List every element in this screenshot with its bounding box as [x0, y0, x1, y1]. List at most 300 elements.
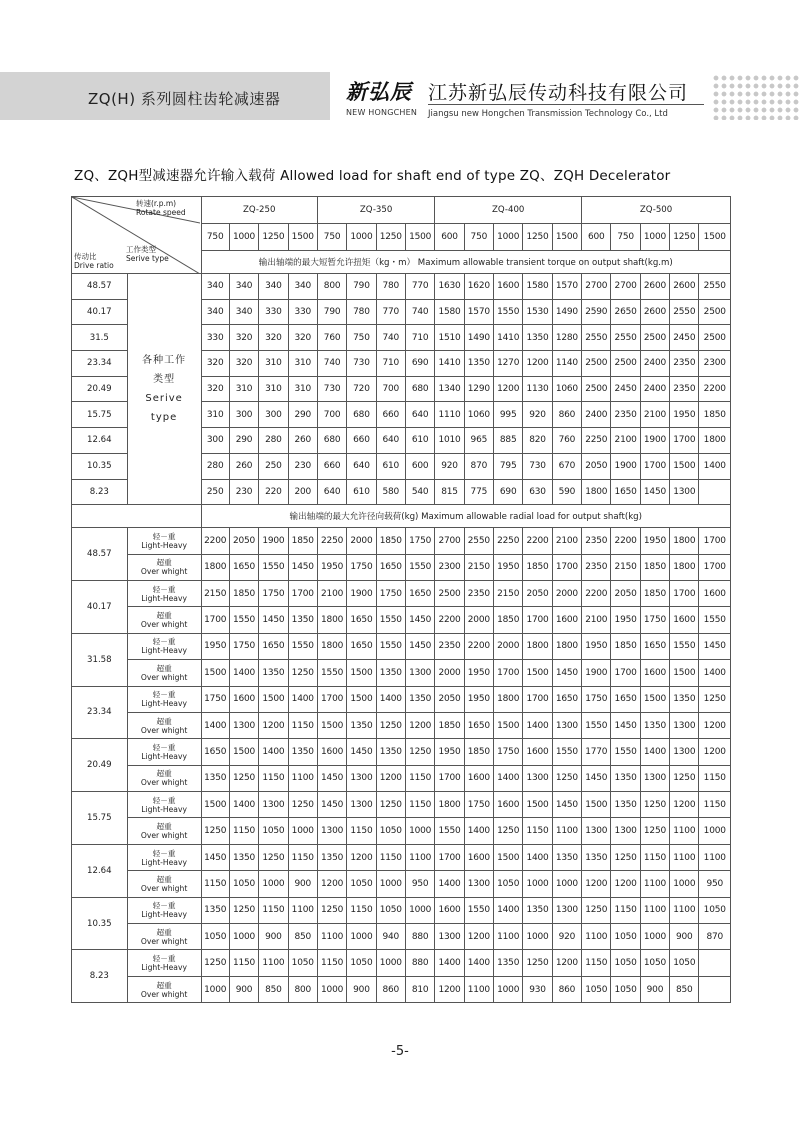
- radial-value-cell: 1900: [259, 528, 288, 554]
- radial-value-cell: 1000: [288, 818, 317, 844]
- load-type-en: Over whight: [140, 672, 188, 682]
- load-type-cell: [127, 580, 201, 606]
- radial-value-cell: 1450: [699, 633, 731, 659]
- torque-value-cell: 220: [259, 479, 288, 505]
- speed-header-cell: 600: [435, 224, 464, 251]
- torque-value-cell: 590: [552, 479, 581, 505]
- torque-value-cell: 1500: [670, 453, 699, 479]
- radial-value-cell: 1600: [464, 844, 493, 870]
- load-type-cell: [127, 660, 201, 686]
- radial-value-cell: 900: [288, 871, 317, 897]
- radial-value-cell: 1400: [640, 739, 669, 765]
- radial-value-cell: 900: [640, 976, 669, 1002]
- radial-value-cell: 1250: [670, 765, 699, 791]
- radial-value-cell: 1250: [376, 712, 405, 738]
- radial-value-cell: 1550: [259, 554, 288, 580]
- torque-value-cell: 680: [317, 428, 346, 454]
- torque-value-cell: [699, 479, 731, 505]
- radial-value-cell: 2000: [464, 607, 493, 633]
- radial-value-cell: 1550: [317, 660, 346, 686]
- torque-value-cell: 580: [376, 479, 405, 505]
- radial-value-cell: 880: [405, 950, 434, 976]
- radial-value-cell: 1600: [317, 739, 346, 765]
- radial-value-cell: 1250: [376, 792, 405, 818]
- radial-value-cell: 810: [405, 976, 434, 1002]
- radial-value-cell: 1250: [229, 897, 258, 923]
- load-type-cn: 超重: [156, 611, 172, 621]
- radial-value-cell: 2100: [317, 580, 346, 606]
- torque-value-cell: 730: [317, 376, 346, 402]
- torque-value-cell: 1570: [552, 274, 581, 300]
- radial-value-cell: 1700: [494, 660, 523, 686]
- torque-value-cell: 640: [317, 479, 346, 505]
- radial-value-cell: 1750: [582, 686, 611, 712]
- radial-value-cell: 1000: [494, 976, 523, 1002]
- radial-value-cell: 1850: [640, 580, 669, 606]
- radial-value-cell: 1650: [229, 554, 258, 580]
- torque-value-cell: 1700: [640, 453, 669, 479]
- torque-value-cell: 1350: [464, 351, 493, 377]
- load-type-en: Light-Heavy: [141, 593, 187, 603]
- torque-value-cell: 2500: [699, 299, 731, 325]
- torque-value-cell: 290: [229, 428, 258, 454]
- radial-value-cell: 1500: [494, 844, 523, 870]
- radial-value-cell: 2100: [552, 528, 581, 554]
- radial-value-cell: 1500: [640, 686, 669, 712]
- load-type-cn: 超重: [156, 927, 172, 937]
- radial-value-cell: 1250: [582, 897, 611, 923]
- radial-value-cell: 1700: [523, 607, 552, 633]
- drive-ratio-cell: 23.34: [72, 351, 128, 377]
- radial-value-cell: 1250: [699, 686, 731, 712]
- radial-value-cell: 1350: [259, 660, 288, 686]
- torque-value-cell: 2350: [670, 351, 699, 377]
- radial-value-cell: 1150: [347, 818, 376, 844]
- radial-value-cell: 1050: [259, 818, 288, 844]
- torque-value-cell: 965: [464, 428, 493, 454]
- radial-value-cell: 1150: [376, 844, 405, 870]
- drive-ratio-cell: 23.34: [72, 686, 128, 739]
- torque-value-cell: 775: [464, 479, 493, 505]
- load-type-cn: 轻－重: [152, 584, 176, 594]
- model-name-header: ZQ-350: [317, 197, 434, 224]
- radial-value-cell: 1100: [288, 765, 317, 791]
- radial-value-cell: 1400: [201, 712, 229, 738]
- service-type-text: 各种工作: [142, 355, 187, 367]
- radial-value-cell: 1400: [229, 792, 258, 818]
- torque-value-cell: 2500: [640, 325, 669, 351]
- torque-value-cell: 760: [317, 325, 346, 351]
- speed-header-cell: 1000: [640, 224, 669, 251]
- radial-value-cell: 1300: [670, 739, 699, 765]
- radial-value-cell: 1650: [640, 633, 669, 659]
- radial-value-cell: 1950: [640, 528, 669, 554]
- radial-value-cell: 1500: [201, 792, 229, 818]
- load-type-cn: 轻－重: [152, 848, 176, 858]
- torque-value-cell: 330: [201, 325, 229, 351]
- torque-value-cell: 300: [259, 402, 288, 428]
- radial-value-cell: 1250: [288, 792, 317, 818]
- radial-value-cell: 1150: [405, 765, 434, 791]
- load-type-cell: [127, 712, 201, 738]
- torque-value-cell: 2350: [670, 376, 699, 402]
- radial-value-cell: 2200: [201, 528, 229, 554]
- model-name-header: ZQ-500: [582, 197, 731, 224]
- load-type-cn: 轻－重: [152, 901, 176, 911]
- radial-value-cell: 1600: [670, 607, 699, 633]
- torque-value-cell: 600: [405, 453, 434, 479]
- load-type-en: Over whight: [140, 567, 188, 577]
- radial-value-cell: 1800: [523, 633, 552, 659]
- radial-value-cell: 2050: [229, 528, 258, 554]
- radial-value-cell: 1600: [640, 660, 669, 686]
- torque-value-cell: 780: [347, 299, 376, 325]
- radial-value-cell: 1450: [405, 633, 434, 659]
- load-type-cell: [127, 976, 201, 1002]
- radial-value-cell: 1200: [611, 871, 640, 897]
- load-type-cn: 轻－重: [152, 637, 176, 647]
- torque-value-cell: 330: [259, 299, 288, 325]
- radial-value-cell: 1600: [435, 897, 464, 923]
- radial-value-cell: 1400: [259, 739, 288, 765]
- radial-value-cell: 1950: [201, 633, 229, 659]
- torque-value-cell: 320: [288, 325, 317, 351]
- speed-header-cell: 1250: [670, 224, 699, 251]
- radial-value-cell: 1350: [670, 686, 699, 712]
- torque-value-cell: 2550: [670, 299, 699, 325]
- torque-value-cell: 340: [201, 274, 229, 300]
- radial-value-cell: 1950: [582, 633, 611, 659]
- radial-value-cell: 1100: [670, 844, 699, 870]
- radial-value-cell: 1150: [229, 818, 258, 844]
- torque-value-cell: 1290: [464, 376, 493, 402]
- load-type-cell: [127, 765, 201, 791]
- radial-value-cell: 1150: [523, 818, 552, 844]
- torque-value-cell: 200: [288, 479, 317, 505]
- radial-value-cell: 1300: [640, 765, 669, 791]
- speed-header-cell: 750: [317, 224, 346, 251]
- radial-value-cell: 2700: [435, 528, 464, 554]
- load-type-en: Light-Heavy: [141, 699, 187, 709]
- torque-value-cell: 1800: [582, 479, 611, 505]
- radial-value-cell: 1650: [611, 686, 640, 712]
- speed-header-cell: 1000: [494, 224, 523, 251]
- torque-value-cell: 250: [201, 479, 229, 505]
- radial-value-cell: 1800: [552, 633, 581, 659]
- radial-value-cell: 1950: [494, 554, 523, 580]
- radial-value-cell: 1300: [523, 765, 552, 791]
- radial-value-cell: 1300: [552, 897, 581, 923]
- radial-value-cell: 1500: [494, 712, 523, 738]
- drive-ratio-cell: 31.58: [72, 633, 128, 686]
- radial-section-label: 输出轴端的最大允许径向载荷(kg) Maximum allowable radial load for output shaft(kg): [201, 505, 730, 528]
- torque-value-cell: 230: [229, 479, 258, 505]
- load-type-cell: [127, 554, 201, 580]
- radial-value-cell: 1550: [288, 633, 317, 659]
- radial-value-cell: 1450: [347, 739, 376, 765]
- radial-value-cell: 1150: [582, 950, 611, 976]
- radial-value-cell: 1600: [464, 765, 493, 791]
- radial-value-cell: 1450: [317, 765, 346, 791]
- radial-value-cell: 1150: [229, 950, 258, 976]
- load-type-cn: 轻－重: [152, 954, 176, 964]
- radial-value-cell: 1300: [229, 712, 258, 738]
- radial-value-cell: 1250: [259, 844, 288, 870]
- load-type-cn: 超重: [156, 980, 172, 990]
- radial-value-cell: 1250: [229, 765, 258, 791]
- torque-value-cell: 320: [201, 376, 229, 402]
- drive-ratio-cell: 10.35: [72, 453, 128, 479]
- radial-value-cell: 1000: [670, 871, 699, 897]
- radial-value-cell: 1550: [229, 607, 258, 633]
- torque-value-cell: 660: [317, 453, 346, 479]
- radial-value-cell: 1250: [640, 818, 669, 844]
- radial-value-cell: 2150: [494, 580, 523, 606]
- radial-value-cell: 1500: [523, 792, 552, 818]
- radial-value-cell: 1350: [405, 686, 434, 712]
- load-type-cell: [127, 528, 201, 554]
- radial-value-cell: 1850: [288, 528, 317, 554]
- radial-value-cell: 1400: [494, 897, 523, 923]
- torque-value-cell: 1410: [494, 325, 523, 351]
- radial-value-cell: 1850: [494, 607, 523, 633]
- radial-value-cell: 1000: [317, 976, 346, 1002]
- torque-value-cell: 1650: [611, 479, 640, 505]
- radial-value-cell: 1500: [347, 686, 376, 712]
- torque-value-cell: 230: [288, 453, 317, 479]
- torque-value-cell: 750: [347, 325, 376, 351]
- torque-value-cell: 2350: [611, 402, 640, 428]
- drive-ratio-cell: 15.75: [72, 792, 128, 845]
- drive-ratio-cell: 12.64: [72, 428, 128, 454]
- speed-header-cell: 750: [611, 224, 640, 251]
- radial-value-cell: 1400: [435, 950, 464, 976]
- torque-value-cell: 1490: [464, 325, 493, 351]
- radial-value-cell: 1250: [494, 818, 523, 844]
- radial-value-cell: 1550: [670, 633, 699, 659]
- speed-header-cell: 750: [464, 224, 493, 251]
- torque-value-cell: 740: [376, 325, 405, 351]
- torque-value-cell: 1060: [464, 402, 493, 428]
- radial-value-cell: 1050: [288, 950, 317, 976]
- torque-value-cell: 1620: [464, 274, 493, 300]
- radial-value-cell: 1700: [670, 580, 699, 606]
- drive-ratio-cell: 15.75: [72, 402, 128, 428]
- service-type-text: Serive: [145, 393, 183, 405]
- load-type-cell: [127, 607, 201, 633]
- radial-value-cell: 1650: [552, 686, 581, 712]
- radial-value-cell: 1000: [201, 976, 229, 1002]
- radial-value-cell: 1200: [699, 739, 731, 765]
- radial-value-cell: 1500: [670, 660, 699, 686]
- torque-value-cell: 1340: [435, 376, 464, 402]
- radial-value-cell: 1400: [435, 871, 464, 897]
- torque-value-cell: 800: [317, 274, 346, 300]
- radial-value-cell: 1200: [435, 976, 464, 1002]
- load-type-cell: [127, 950, 201, 976]
- load-type-en: Over whight: [140, 936, 188, 946]
- radial-value-cell: 860: [552, 976, 581, 1002]
- load-type-cn: 超重: [156, 558, 172, 568]
- radial-value-cell: 1800: [670, 554, 699, 580]
- radial-value-cell: 1550: [376, 633, 405, 659]
- torque-value-cell: 660: [376, 402, 405, 428]
- radial-value-cell: 1150: [201, 871, 229, 897]
- radial-value-cell: 1750: [376, 580, 405, 606]
- radial-value-cell: 1000: [376, 871, 405, 897]
- radial-value-cell: 1700: [435, 844, 464, 870]
- company-name-english: Jiangsu new Hongchen Transmission Technology Co., Ltd: [428, 109, 668, 119]
- radial-value-cell: 1550: [405, 554, 434, 580]
- torque-value-cell: 1700: [670, 428, 699, 454]
- radial-value-cell: 1350: [288, 607, 317, 633]
- torque-value-cell: 920: [435, 453, 464, 479]
- torque-value-cell: 1140: [552, 351, 581, 377]
- radial-value-cell: 1770: [582, 739, 611, 765]
- load-type-cell: [127, 633, 201, 659]
- radial-value-cell: 1100: [670, 897, 699, 923]
- radial-value-cell: 1150: [317, 950, 346, 976]
- torque-value-cell: 815: [435, 479, 464, 505]
- radial-value-cell: 1250: [640, 792, 669, 818]
- radial-value-cell: 1550: [699, 607, 731, 633]
- radial-value-cell: 1800: [494, 686, 523, 712]
- torque-value-cell: 700: [317, 402, 346, 428]
- speed-label: [136, 199, 186, 217]
- torque-value-cell: 770: [405, 274, 434, 300]
- radial-value-cell: 1950: [464, 660, 493, 686]
- radial-value-cell: 940: [376, 924, 405, 950]
- radial-value-cell: 1900: [582, 660, 611, 686]
- torque-value-cell: 610: [376, 453, 405, 479]
- load-type-cn: 超重: [156, 716, 172, 726]
- radial-value-cell: 1650: [464, 712, 493, 738]
- radial-value-cell: 900: [229, 976, 258, 1002]
- model-header-row: [72, 197, 731, 224]
- radial-value-cell: 1100: [288, 897, 317, 923]
- radial-value-cell: 1050: [611, 950, 640, 976]
- radial-value-cell: 2200: [523, 528, 552, 554]
- torque-value-cell: 2400: [640, 376, 669, 402]
- speed-header-cell: 1250: [259, 224, 288, 251]
- radial-value-cell: 1800: [317, 633, 346, 659]
- torque-value-cell: 885: [494, 428, 523, 454]
- torque-value-cell: 610: [405, 428, 434, 454]
- radial-value-cell: 1300: [582, 818, 611, 844]
- drive-ratio-cell: 20.49: [72, 739, 128, 792]
- torque-value-cell: 310: [229, 376, 258, 402]
- drive-ratio-cell: 20.49: [72, 376, 128, 402]
- radial-value-cell: 1400: [494, 765, 523, 791]
- radial-value-cell: 1350: [611, 765, 640, 791]
- torque-value-cell: 310: [259, 376, 288, 402]
- speed-header-cell: 1500: [288, 224, 317, 251]
- torque-value-cell: 340: [229, 274, 258, 300]
- torque-value-cell: 2550: [582, 325, 611, 351]
- radial-value-cell: 1150: [347, 897, 376, 923]
- radial-value-cell: 1300: [670, 712, 699, 738]
- torque-value-cell: 1110: [435, 402, 464, 428]
- speed-label-cn: 转速(r.p.m): [136, 199, 177, 208]
- radial-value-cell: 1250: [523, 950, 552, 976]
- radial-value-cell: 1150: [288, 844, 317, 870]
- torque-value-cell: 995: [494, 402, 523, 428]
- radial-value-cell: 1400: [229, 660, 258, 686]
- ratio-label-en: Drive ratio: [74, 261, 114, 270]
- torque-value-cell: 1950: [670, 402, 699, 428]
- radial-value-cell: 1800: [435, 792, 464, 818]
- radial-value-cell: 2000: [435, 660, 464, 686]
- torque-value-cell: 2550: [699, 274, 731, 300]
- radial-value-cell: 1400: [464, 818, 493, 844]
- torque-value-cell: 2600: [640, 299, 669, 325]
- torque-value-cell: 1900: [611, 453, 640, 479]
- radial-value-cell: 1150: [259, 897, 288, 923]
- radial-value-cell: 1200: [405, 712, 434, 738]
- load-type-cell: [127, 924, 201, 950]
- torque-value-cell: 1580: [523, 274, 552, 300]
- torque-value-cell: 290: [288, 402, 317, 428]
- company-logo: 新弘辰: [346, 79, 412, 104]
- torque-value-cell: 690: [494, 479, 523, 505]
- torque-value-cell: 1060: [552, 376, 581, 402]
- drive-ratio-cell: 40.17: [72, 299, 128, 325]
- speed-header-cell: 1000: [229, 224, 258, 251]
- radial-value-cell: 1850: [435, 712, 464, 738]
- radial-value-cell: 1400: [376, 686, 405, 712]
- radial-value-cell: 1300: [259, 792, 288, 818]
- torque-value-cell: 250: [259, 453, 288, 479]
- radial-value-cell: 1350: [640, 712, 669, 738]
- page-number: -5-: [391, 1044, 409, 1059]
- torque-value-cell: 340: [288, 274, 317, 300]
- radial-value-cell: 1700: [552, 554, 581, 580]
- torque-value-cell: 280: [201, 453, 229, 479]
- radial-value-cell: 1550: [376, 607, 405, 633]
- radial-value-cell: 930: [523, 976, 552, 1002]
- torque-value-cell: 2050: [582, 453, 611, 479]
- radial-value-cell: 1700: [699, 554, 731, 580]
- radial-value-cell: 1350: [552, 844, 581, 870]
- speed-header-cell: 600: [582, 224, 611, 251]
- torque-value-cell: 1630: [435, 274, 464, 300]
- radial-value-cell: 1050: [670, 950, 699, 976]
- torque-value-cell: 820: [523, 428, 552, 454]
- torque-value-cell: 310: [259, 351, 288, 377]
- radial-value-cell: 2350: [464, 580, 493, 606]
- type-label-cn: 工作类型: [126, 245, 156, 254]
- radial-value-cell: 850: [259, 976, 288, 1002]
- radial-value-cell: 1850: [376, 528, 405, 554]
- torque-value-cell: 2590: [582, 299, 611, 325]
- load-type-cell: [127, 871, 201, 897]
- radial-value-cell: 1100: [670, 818, 699, 844]
- radial-value-cell: 1900: [347, 580, 376, 606]
- radial-value-cell: 1300: [347, 765, 376, 791]
- service-type-text: type: [150, 412, 178, 424]
- torque-value-cell: 770: [376, 299, 405, 325]
- torque-value-cell: 795: [494, 453, 523, 479]
- load-type-en: Light-Heavy: [141, 910, 187, 920]
- radial-value-cell: 1000: [229, 924, 258, 950]
- radial-value-cell: 1300: [435, 924, 464, 950]
- radial-value-cell: 1250: [552, 765, 581, 791]
- radial-value-cell: 1000: [376, 950, 405, 976]
- radial-value-cell: 2500: [435, 580, 464, 606]
- radial-value-cell: 1150: [699, 765, 731, 791]
- radial-value-cell: 1600: [552, 607, 581, 633]
- torque-value-cell: 2300: [699, 351, 731, 377]
